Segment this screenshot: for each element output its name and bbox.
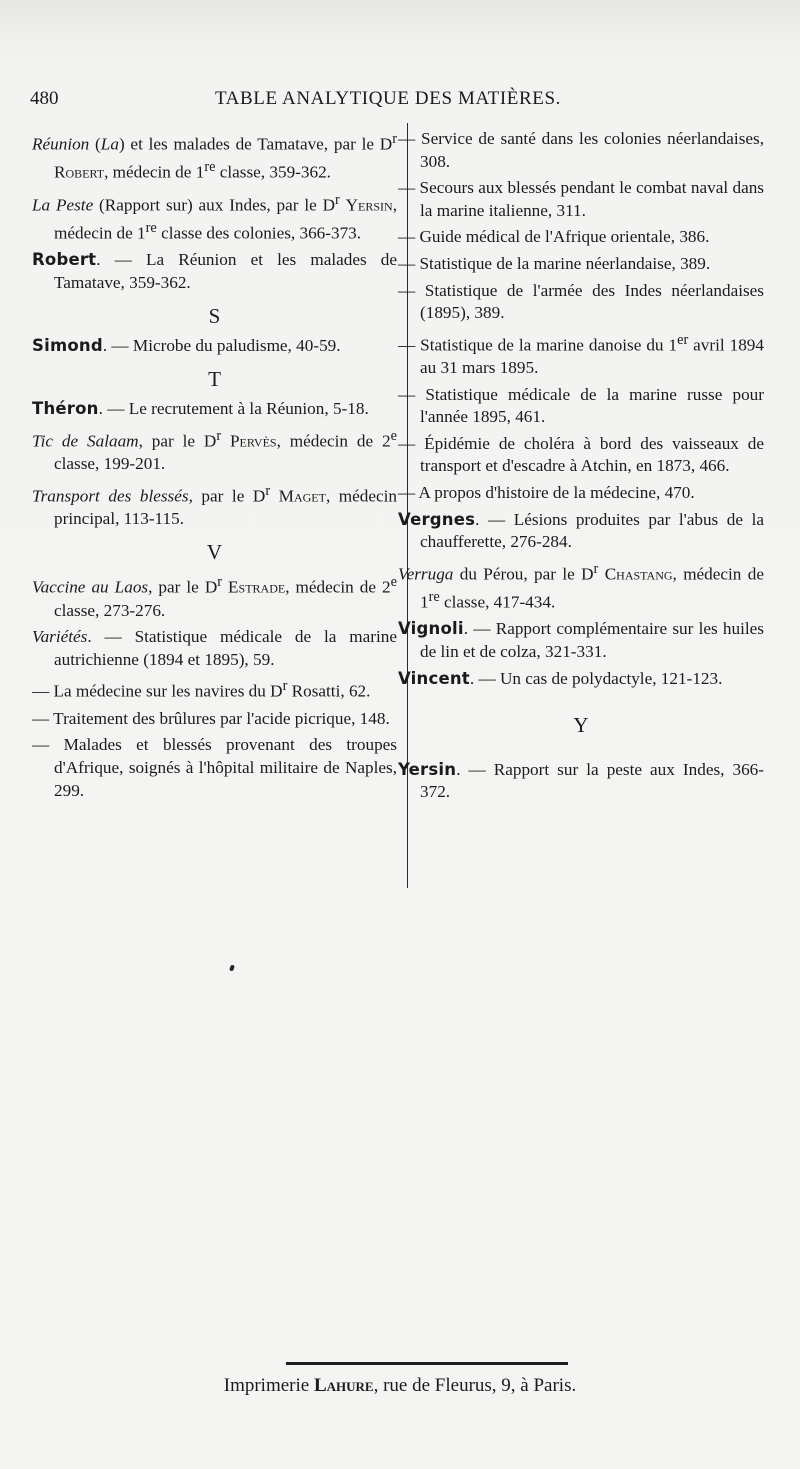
author-name: Maget	[278, 486, 326, 506]
index-entry: — Statistique de la marine néerlandaise, 389.	[398, 253, 711, 273]
index-entry: — Épidémie de choléra à bord des vaisseaux de transport et d'escadre à Atchin, en 1873, 466.	[398, 433, 764, 476]
author-name: Estrade	[228, 578, 286, 598]
running-title: TABLE ANALYTIQUE DES MATIÈRES.	[215, 88, 562, 109]
index-entry: Vaccine au Laos, par le $D^r$ Estrade, médecin de 2e classe, 273-276.	[32, 574, 397, 620]
page-header	[30, 88, 770, 118]
author-name: Vignoli	[398, 619, 464, 639]
index-entry: — Service de santé dans les colonies néerlandaises, 308.	[398, 129, 764, 171]
author-name: Robert	[54, 163, 105, 183]
index-entry: — Statistique de l'armée des Indes néerlandaises (1895), 389.	[398, 280, 764, 323]
index-entry: — Guide médical de l'Afrique orientale, 386.	[398, 227, 710, 247]
index-entry: Robert. — La Réunion et les malades de Tamatave, 359-362.	[32, 250, 397, 292]
index-entry: — Statistique médicale de la marine russe pour l'année 1895, 461.	[398, 384, 764, 427]
index-entry: Tic de Salaam, par le $D^r$ Pervès, médecin de 2e classe, 199-201.	[32, 427, 397, 474]
author-name: Pervès	[230, 431, 277, 451]
index-entry: Vignoli. — Rapport complémentaire sur les huiles de lin et de colza, 321-331.	[398, 619, 764, 662]
index-entry: — La médecine sur les navires du $D^r$ Rosatti, 62.	[32, 678, 371, 702]
index-entry: — Secours aux blessés pendant le combat naval dans la marine italienne, 311.	[398, 178, 764, 220]
footer-rule	[286, 1362, 568, 1365]
index-entry: Réunion (La) et les malades de Tamatave, par le $D^r$ Robert, médecin de 1re classe, 359-362.	[32, 131, 397, 183]
letter-heading-t: T	[208, 366, 221, 391]
index-entry: Simond. — Microbe du paludisme, 40-59.	[32, 336, 341, 356]
author-name: Simond	[32, 336, 103, 356]
author-name: Yersin	[345, 195, 393, 215]
index-entry: Vergnes. — Lésions produites par l'abus de la chaufferette, 276-284.	[398, 509, 764, 552]
index-entry: Transport des blessés, par le $D^r$ Maget, médecin principal, 113-115.	[32, 482, 398, 529]
author-name: Chastang	[604, 564, 673, 584]
printer-name: Lahure	[313, 1375, 374, 1396]
index-entry: Variétés. — Statistique médicale de la marine autrichienne (1894 et 1895), 59.	[32, 627, 397, 669]
right-column	[398, 128, 764, 804]
author-name: Vergnes	[398, 509, 476, 529]
author-name: Vincent	[398, 668, 470, 688]
letter-heading-s: S	[208, 303, 221, 328]
author-name: Robert	[32, 250, 97, 270]
index-entry: — Statistique de la marine danoise du 1er avril 1894 au 31 mars 1895.	[398, 331, 764, 378]
printer-imprint: Imprimerie Lahure, rue de Fleurus, 9, à Paris.	[223, 1375, 577, 1396]
index-entry: Vincent. — Un cas de polydactyle, 121-123.	[398, 668, 723, 688]
letter-heading-v: V	[206, 539, 223, 564]
index-entry: — A propos d'histoire de la médecine, 470.	[398, 483, 695, 503]
left-column	[32, 128, 397, 802]
author-name: Yersin	[398, 759, 457, 779]
ink-speck	[229, 964, 235, 971]
page-number: 480	[30, 88, 59, 109]
index-entry: Yersin. — Rapport sur la peste aux Indes, 366-372.	[398, 759, 764, 802]
author-name: Théron	[32, 399, 99, 419]
index-entry: — Traitement des brûlures par l'acide picrique, 148.	[32, 708, 390, 728]
index-entry: Verruga du Pérou, par le $D^r$ Chastang, médecin de 1re classe, 417-434.	[398, 560, 764, 612]
index-entry: Théron. — Le recrutement à la Réunion, 5-18.	[32, 399, 369, 419]
index-entry: — Malades et blessés provenant des troupes d'Afrique, soignés à l'hôpital militaire de Naples, 299.	[32, 735, 397, 800]
index-entry: La Peste (Rapport sur) aux Indes, par le $D^r$ Yersin, médecin de 1re classe des colonies, 366-373.	[32, 191, 398, 243]
letter-heading-y: Y	[573, 713, 589, 738]
